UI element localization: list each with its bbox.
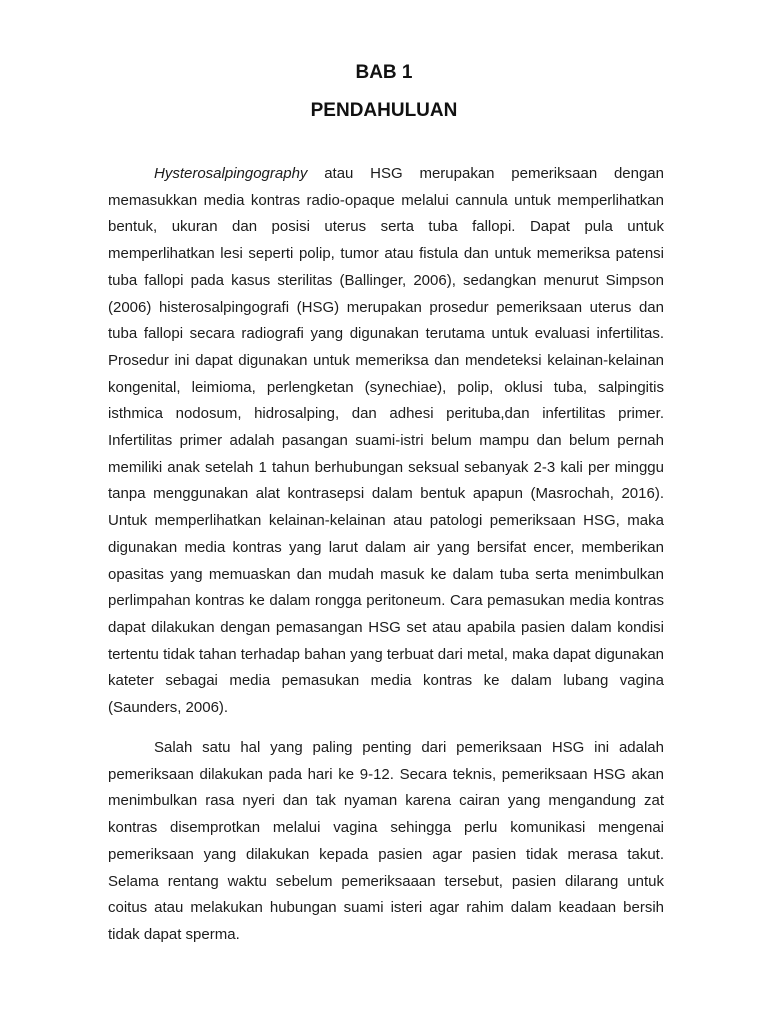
paragraph-2: Salah satu hal yang paling penting dari pemeriksaan HSG ini adalah pemeriksaan dilakukan pada hari ke 9-12. Secara teknis, pemeriksaan HSG akan menimbulkan rasa nyeri dan tak nyaman karena cairan yang mengandung zat kontras disemprotkan melalui vagina sehingga perlu komunikasi mengenai pemeriksaan yang dilakukan kepada pasien agar pasien tidak merasa takut. Selama rentang waktu sebelum pemeriksaaan tersebut, pasien dilarang untuk coitus atau melakukan hubungan suami isteri agar rahim dalam keadaan bersih tidak dapat sperma. (108, 739, 664, 943)
paragraph-1 (108, 161, 664, 722)
paragraph-1-body: atau HSG merupakan pemeriksaan dengan memasukkan media kontras radio-opaque melalui cannula untuk memperlihatkan bentuk, ukuran dan posisi uterus serta tuba fallopi. Dapat pula untuk memperlihatkan lesi seperti polip, tumor atau fistula dan untuk memeriksa patensi tuba fallopi pada kasus sterilitas (Ballinger, 2006), sedangkan menurut Simpson (2006) histerosalpingografi (HSG) merupakan prosedur pemeriksaan uterus dan tuba fallopi secara radiografi yang digunakan terutama untuk evaluasi infertilitas. Prosedur ini dapat digunakan untuk memeriksa dan mendeteksi kelainan-kelainan kongenital, leimioma, perlengketan (synechiae), polip, oklusi tuba, salpingitis isthmica nodosum, hidrosalping, dan adhesi perituba,dan infertilitas primer. Infertilitas primer adalah pasangan suami-istri belum mampu dan belum pernah memiliki anak setelah 1 tahun berhubungan seksual sebanyak 2-3 kali per minggu tanpa menggunakan alat kontrasepsi dalam bentuk apapun (Masrochah, 2016). Untuk memperlihatkan kelainan-kelainan atau patologi pemeriksaan HSG, maka digunakan media kontras yang larut dalam air yang bersifat encer, memberikan opasitas yang memuaskan dan mudah masuk ke dalam tuba serta menimbulkan perlimpahan kontras ke dalam rongga peritoneum. Cara pemasukan media kontras dapat dilakukan dengan pemasangan HSG set atau apabila pasien dalam kondisi tertentu tidak tahan terhadap bahan yang terbuat dari metal, maka dapat digunakan kateter sebagai media pemasukan media kontras ke dalam lubang vagina (Saunders, 2006). (108, 165, 664, 717)
term-hysterosalpingography: Hysterosalpingography (154, 165, 308, 182)
chapter-title: PENDAHULUAN (310, 100, 458, 121)
chapter-number: BAB 1 (355, 62, 413, 83)
